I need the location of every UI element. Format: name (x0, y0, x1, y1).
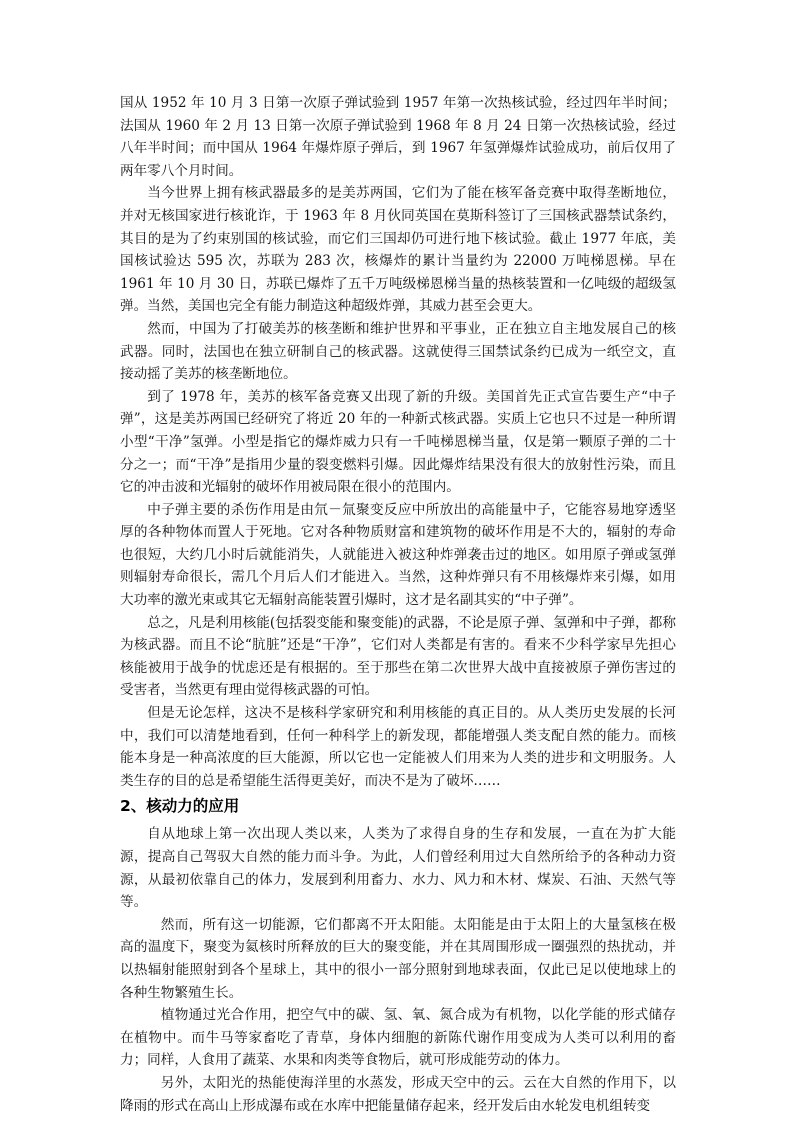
paragraph: 到了 1978 年，美苏的核军备竞赛又出现了新的升级。美国首先正式宣告要生产“中子弹”，这是美苏两国已经研究了将近 20 年的一种新式核武器。实质上它也只不过是一种所谓小型“干净”氢弹。小型是指它的爆炸威力只有一千吨梯恩梯当量，仅是第一颗原子弹的二十分之一；而“干净”是指用少量的裂变燃料引爆。因此爆炸结果没有很大的放射性污染，而且它的冲击波和光辐射的破坏作用被局限在很小的范围内。 (120, 388, 676, 496)
paragraph: 自从地球上第一次出现人类以来，人类为了求得自身的生存和发展，一直在为扩大能源，提高自己驾驭大自然的能力而斗争。为此，人们曾经利用过大自然所给予的各种动力资源，从最初依靠自己的体力，发展到利用畜力、水力、风力和木材、煤炭、石油、天然气等等。 (120, 826, 676, 911)
paragraph: 中子弹主要的杀伤作用是由氘－氚聚变反应中所放出的高能量中子，它能容易地穿透坚厚的各种物体而置人于死地。它对各种物质财富和建筑物的破坏作用是不大的，辐射的寿命也很短，大约几小时后就能消失，人就能进入被这种炸弹袭击过的地区。如用原子弹或氢弹则辐射寿命很长，需几个月后人们才能进入。当然，这种炸弹只有不用核爆炸来引爆，如用大功率的激光束或其它无辐射高能装置引爆时，这才是名副其实的“中子弹”。 (120, 501, 676, 609)
paragraph: 植物通过光合作用，把空气中的碳、氢、氧、氮合成为有机物，以化学能的形式储存在植物中。而牛马等家畜吃了青草，身体内细胞的新陈代谢作用变成为人类可以利用的畜力；同样，人食用了蔬菜、水果和肉类等食物后，就可形成能劳动的体力。 (120, 1007, 676, 1069)
paragraph: 当今世界上拥有核武器最多的是美苏两国，它们为了能在核军备竞赛中取得垄断地位，并对无核国家进行核讹诈，于 1963 年 8 月伙同英国在莫斯科签订了三国核武器禁试条约，其目的是为了约束别国的核试验，而它们三国却仍可进行地下核试验。截止 1977 年底，美国核试验达 595 次，苏联为 283 次，核爆炸的累计当量约为 22000 万吨梯恩梯。早在 1961 年 10 月 30 日，苏联已爆炸了五千万吨级梯恩梯当量的热核装置和一亿吨级的超级氢弹。当然，美国也完全有能力制造这种超级炸弹，其威力甚至会更大。 (120, 185, 676, 315)
paragraph: 然而，所有这一切能源，它们都离不开太阳能。太阳能是由于太阳上的大量氢核在极高的温度下，聚变为氦核时所释放的巨大的聚变能，并在其周围形成一圈强烈的热扰动，并以热辐射能照射到各个星球上，其中的很小一部分照射到地球表面，仅此已足以使地球上的各种生物繁殖生长。 (120, 916, 676, 1001)
paragraph: 总之，凡是利用核能(包括裂变能和聚变能)的武器，不论是原子弹、氢弹和中子弹，都称为核武器。而且不论“肮脏”还是“干净”，它们对人类都是有害的。看来不少科学家早先担心核能被用于战争的忧虑还是有根据的。至于那些在第二次世界大战中直接被原子弹伤害过的受害者，当然更有理由觉得核武器的可怕。 (120, 614, 676, 699)
paragraph: 然而，中国为了打破美苏的核垄断和维护世界和平事业，正在独立自主地发展自己的核武器。同时，法国也在独立研制自己的核武器。这就使得三国禁试条约已成为一纸空文，直接动摇了美苏的核垄断地位。 (120, 320, 676, 383)
paragraph: 但是无论怎样，这决不是核科学家研究和利用核能的真正目的。从人类历史发展的长河中，我们可以清楚地看到，任何一种科学上的新发现，都能增强人类支配自然的能力。而核能本身是一种高浓度的巨大能源，所以它也一定能被人们用来为人类的进步和文明服务。人类生存的目的总是希望能生活得更美好，而决不是为了破坏…… (120, 705, 676, 789)
paragraph: 国从 1952 年 10 月 3 日第一次原子弹试验到 1957 年第一次热核试验，经过四年半时间；法国从 1960 年 2 月 13 日第一次原子弹试验到 1968 年 8 月 24 日第一次热核试验，经过八年半时间；而中国从 1964 年爆炸原子弹后，到 1967 年氢弹爆炸试验成功，前后仅用了两年零八个月时间。 (120, 95, 676, 179)
paragraph: 另外，太阳光的热能使海洋里的水蒸发，形成天空中的云。云在大自然的作用下，以降雨的形式在高山上形成瀑布或在水库中把能量储存起来，经开发后由水轮发电机组转变 (120, 1074, 676, 1114)
document-page (120, 92, 676, 1117)
section-heading: 2、核动力的应用 (120, 797, 240, 816)
